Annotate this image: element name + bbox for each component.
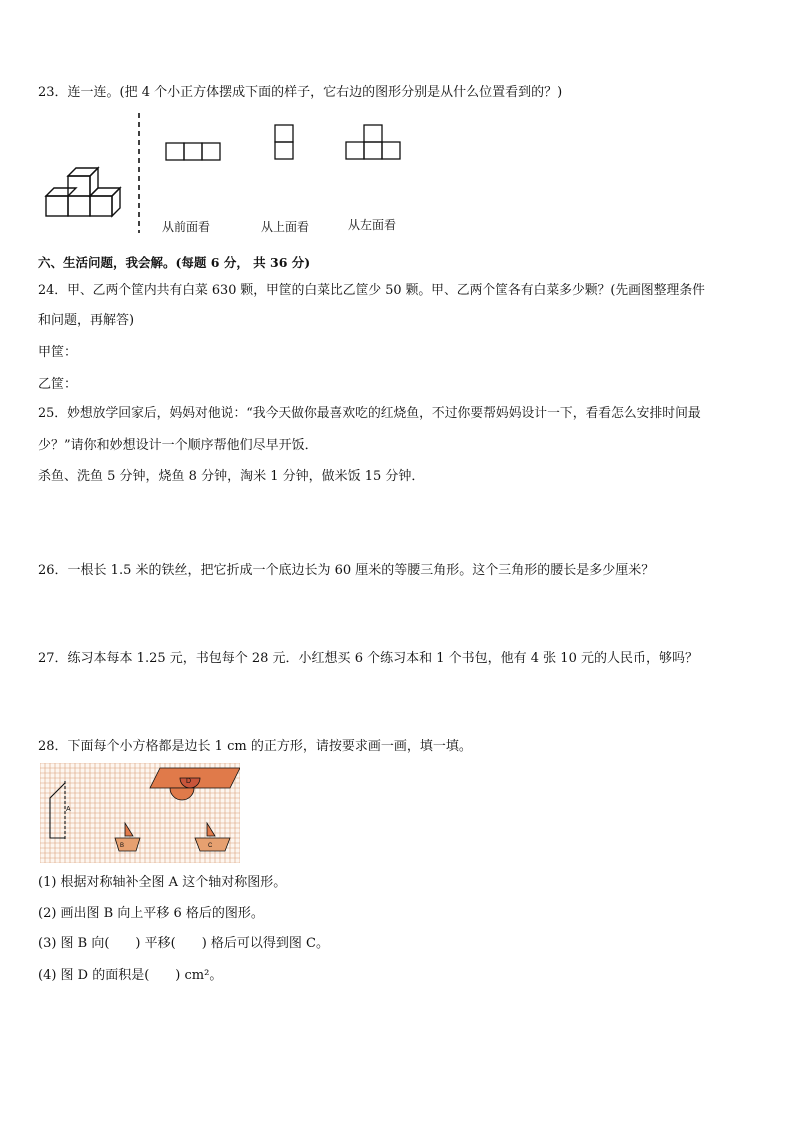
q25-line3: 杀鱼、洗鱼 5 分钟，烧鱼 8 分钟，淘米 1 分钟，做米饭 15 分钟．	[38, 469, 425, 484]
q23-text: 23．连一连。(把 4 个小正方体摆成下面的样子，它右边的图形分别是从什么位置看到的？)	[38, 85, 563, 100]
q28-sub1: (1) 根据对称轴补全图 A 这个轴对称图形。	[38, 875, 287, 890]
section-heading: 六、生活问题，我会解。(每题 6 分， 共 36 分)	[38, 255, 311, 270]
caption-top: 从上面看	[261, 220, 310, 234]
front-view-figure	[165, 142, 223, 162]
label-a: A	[66, 806, 71, 813]
label-b: B	[120, 843, 125, 849]
caption-front: 从前面看	[162, 220, 211, 234]
top-view-figure	[274, 124, 296, 162]
q28-sub4: (4) 图 D 的面积是( ) cm²。	[38, 968, 223, 983]
q24-label-jia: 甲筐：	[38, 345, 78, 360]
q28-text: 28．下面每个小方格都是边长 1 cm 的正方形，请按要求画一画，填一填。	[38, 739, 472, 754]
caption-left: 从左面看	[348, 218, 397, 232]
dashed-divider	[136, 113, 142, 233]
q24-line2: 和问题，再解答)	[38, 313, 135, 328]
q27-text: 27．练习本每本 1.25 元，书包每个 28 元．小红想买 6 个练习本和 1 个书包，他有 4 张 10 元的人民币，够吗？	[38, 651, 698, 666]
q28-sub2: (2) 画出图 B 向上平移 6 格后的图形。	[38, 906, 264, 921]
q24-line1: 24．甲、乙两个筐内共有白菜 630 颗，甲筐的白菜比乙筐少 50 颗。甲、乙两个筐各有白菜多少颗？(先画图整理条件	[38, 283, 705, 298]
q25-line1: 25．妙想放学回家后，妈妈对他说：“我今天做你最喜欢吃的红烧鱼，不过你要帮妈妈设计一下，看看怎么安排时间最	[38, 406, 701, 421]
cube-stack-figure	[44, 158, 126, 220]
q25-line2: 少？”请你和妙想设计一个顺序帮他们尽早开饭．	[38, 438, 318, 453]
label-c: C	[208, 843, 213, 849]
left-view-figure	[345, 124, 403, 162]
q24-label-yi: 乙筐：	[38, 377, 78, 392]
q28-sub3: (3) 图 B 向( ) 平移( ) 格后可以得到图 C。	[38, 936, 329, 951]
label-d: D	[186, 778, 192, 785]
q26-text: 26．一根长 1.5 米的铁丝，把它折成一个底边长为 60 厘米的等腰三角形。这个三角形的腰长是多少厘米？	[38, 563, 655, 578]
q28-grid-figure	[40, 763, 240, 863]
